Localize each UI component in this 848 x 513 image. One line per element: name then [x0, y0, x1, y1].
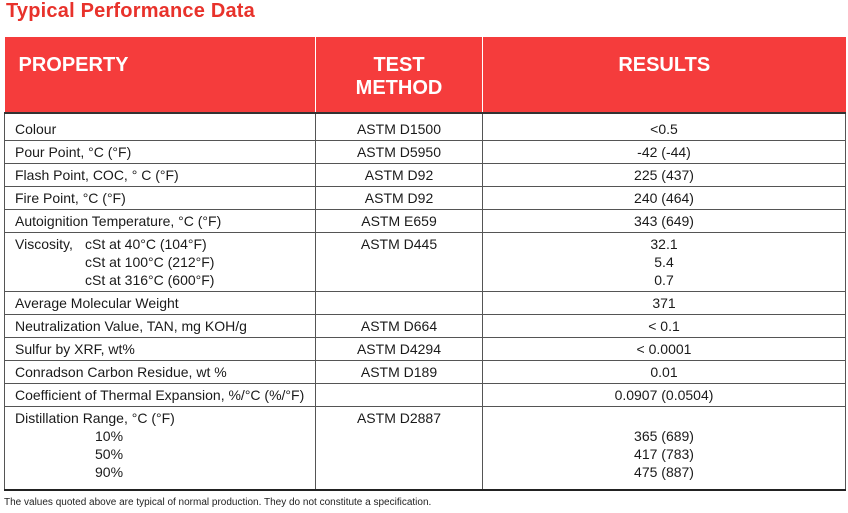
- viscosity-result-316: 0.7: [654, 272, 674, 288]
- header-test-method: TEST METHOD: [316, 37, 483, 113]
- property-cell: Colour: [5, 113, 316, 141]
- property-cell: [5, 233, 316, 292]
- page-title: Typical Performance Data: [6, 0, 255, 22]
- property-cell: Neutralization Value, TAN, mg KOH/g: [5, 315, 316, 338]
- viscosity-label: Viscosity,: [15, 236, 73, 252]
- method-cell: [316, 384, 483, 407]
- method-cell: [316, 292, 483, 315]
- distillation-result-90: 475 (887): [634, 464, 694, 480]
- viscosity-result-100: 5.4: [654, 254, 674, 270]
- method-cell: ASTM D5950: [316, 141, 483, 164]
- property-cell: Flash Point, COC, ° C (°F): [5, 164, 316, 187]
- result-cell: [483, 407, 846, 491]
- result-cell: 343 (649): [483, 210, 846, 233]
- table-row: [5, 292, 846, 315]
- distillation-10: 10%: [95, 428, 124, 444]
- result-cell: 0.01: [483, 361, 846, 384]
- property-cell: Pour Point, °C (°F): [5, 141, 316, 164]
- method-cell: ASTM D1500: [316, 113, 483, 141]
- result-cell: -42 (-44): [483, 141, 846, 164]
- method-cell: ASTM D664: [316, 315, 483, 338]
- method-cell: ASTM D92: [316, 164, 483, 187]
- viscosity-sub-40: cSt at 40°C (104°F): [85, 236, 207, 252]
- table-row: [5, 113, 846, 141]
- result-cell: < 0.1: [483, 315, 846, 338]
- header-results: RESULTS: [483, 37, 846, 113]
- method-cell: ASTM D4294: [316, 338, 483, 361]
- distillation-result-10: 365 (689): [634, 428, 694, 444]
- result-cell: <0.5: [483, 113, 846, 141]
- result-cell: [483, 233, 846, 292]
- viscosity-result-40: 32.1: [650, 236, 678, 252]
- table-row: [5, 233, 846, 292]
- table-row: [5, 210, 846, 233]
- table-header-row: [5, 37, 846, 113]
- table-row: [5, 361, 846, 384]
- result-cell: 0.0907 (0.0504): [483, 384, 846, 407]
- property-cell: Sulfur by XRF, wt%: [5, 338, 316, 361]
- table-row: [5, 407, 846, 491]
- property-cell: [5, 407, 316, 491]
- method-cell: ASTM E659: [316, 210, 483, 233]
- property-cell: Average Molecular Weight: [5, 292, 316, 315]
- table-row: [5, 384, 846, 407]
- performance-table: [4, 37, 846, 491]
- method-cell: ASTM D92: [316, 187, 483, 210]
- result-cell: 371: [483, 292, 846, 315]
- property-cell: Coefficient of Thermal Expansion, %/°C (%/°F): [5, 384, 316, 407]
- footnote: The values quoted above are typical of normal production. They do not constitute a specification.: [4, 497, 432, 508]
- distillation-90: 90%: [95, 464, 124, 480]
- viscosity-sub-100: cSt at 100°C (212°F): [85, 254, 215, 270]
- method-cell: ASTM D445: [316, 233, 483, 292]
- table-row: [5, 164, 846, 187]
- distillation-50: 50%: [95, 446, 124, 462]
- table-row: [5, 315, 846, 338]
- distillation-label: Distillation Range, °C (°F): [15, 410, 175, 426]
- distillation-result-50: 417 (783): [634, 446, 694, 462]
- table-row: [5, 141, 846, 164]
- property-cell: Fire Point, °C (°F): [5, 187, 316, 210]
- property-cell: Conradson Carbon Residue, wt %: [5, 361, 316, 384]
- property-cell: Autoignition Temperature, °C (°F): [5, 210, 316, 233]
- table-row: [5, 338, 846, 361]
- header-property: PROPERTY: [5, 37, 316, 113]
- method-cell: ASTM D2887: [316, 407, 483, 491]
- result-cell: < 0.0001: [483, 338, 846, 361]
- table-row: [5, 187, 846, 210]
- viscosity-sub-316: cSt at 316°C (600°F): [85, 272, 215, 288]
- method-cell: ASTM D189: [316, 361, 483, 384]
- result-cell: 240 (464): [483, 187, 846, 210]
- result-cell: 225 (437): [483, 164, 846, 187]
